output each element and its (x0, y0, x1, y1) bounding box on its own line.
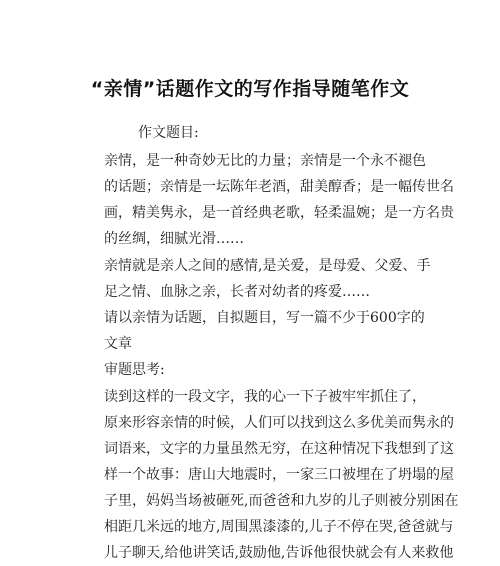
document-title: “亲情”话题作文的写作指导随笔作文 (90, 78, 410, 100)
text-line: 词语来，文字的力量虽然无穷，在这种情况下我想到了这 (104, 441, 454, 457)
text-line: 亲情，是一种奇妙无比的力量；亲情是一个永不褪色 (104, 153, 426, 169)
text-line: 原来形容亲情的时候，人们可以找到这么多优美而隽永的 (104, 415, 454, 431)
text-line: 足之情、血脉之亲，长者对幼者的疼爱…… (104, 284, 370, 300)
text-line: 作文题目: (138, 125, 199, 141)
text-line: 儿子聊天,给他讲笑话,鼓励他,告诉他很快就会有人来救他 (104, 545, 454, 561)
text-line: 读到这样的一段文字，我的心一下子被牢牢抓住了， (104, 389, 426, 405)
text-line: 的话题；亲情是一坛陈年老酒，甜美醇香；是一幅传世名 (104, 179, 454, 195)
text-line: 文章 (104, 336, 132, 352)
text-line: 画，精美隽永，是一首经典老歌，轻柔温婉；是一方名贵 (104, 205, 454, 221)
text-line: 请以亲情为话题，自拟题目，写一篇不少于600字的 (104, 310, 425, 326)
text-line: 的丝绸，细腻光滑…… (104, 231, 244, 247)
text-line: 相距几米远的地方,周围黑漆漆的,儿子不停在哭,爸爸就与 (104, 519, 454, 535)
text-line: 亲情就是亲人之间的感情,是关爱，是母爱、父爱、手 (104, 258, 431, 274)
text-line: 样一个故事：唐山大地震时，一家三口被埋在了坍塌的屋 (104, 467, 454, 483)
text-line: 审题思考: (104, 362, 165, 378)
text-line: 子里，妈妈当场被砸死,而爸爸和九岁的儿子则被分别困在 (104, 493, 459, 509)
